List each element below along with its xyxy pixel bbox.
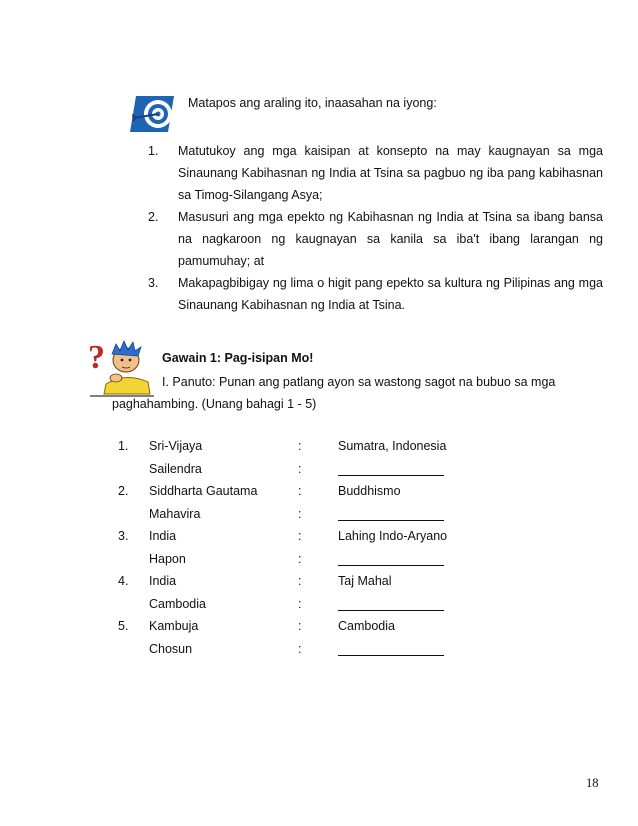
objectives-list	[148, 140, 603, 316]
row-number: 3.	[118, 529, 129, 543]
objective-item	[148, 140, 603, 206]
row-number: 5.	[118, 619, 129, 633]
objective-item	[148, 272, 603, 316]
row-colon: :	[298, 551, 302, 566]
row-number: 2.	[118, 484, 129, 498]
row-term: Chosun	[149, 641, 193, 656]
row-answer: Lahing Indo-Aryano	[338, 529, 448, 543]
row-colon: :	[298, 506, 302, 521]
objective-number: 2.	[148, 210, 159, 224]
row-number: 1.	[118, 439, 129, 453]
comparison-table	[112, 439, 592, 664]
row-term: Mahavira	[149, 506, 201, 521]
objective-item	[148, 206, 603, 272]
row-colon: :	[298, 574, 302, 588]
row-term: Cambodia	[149, 596, 206, 611]
row-colon: :	[298, 619, 302, 633]
target-arrow-icon	[130, 92, 182, 136]
activity-instruction	[112, 371, 602, 415]
table-row	[112, 507, 592, 530]
row-answer: Buddhismo	[338, 484, 401, 498]
table-row	[112, 642, 592, 665]
answer-blank[interactable]	[338, 552, 444, 569]
row-term: Hapon	[149, 551, 186, 566]
row-answer: Cambodia	[338, 619, 395, 633]
row-answer: Taj Mahal	[338, 574, 392, 588]
page-number: 18	[586, 776, 599, 790]
instruction-line: I. Panuto: Punan ang patlang ayon sa wastong sagot na bubuo sa mga	[162, 375, 556, 389]
table-row	[112, 484, 592, 507]
objectives-intro: Matapos ang araling ito, inaasahan na iyong:	[188, 96, 437, 110]
row-colon: :	[298, 529, 302, 543]
answer-blank[interactable]	[338, 507, 444, 524]
objective-number: 1.	[148, 144, 159, 158]
row-colon: :	[298, 596, 302, 611]
instruction-line: paghahambing. (Unang bahagi 1 - 5)	[112, 397, 317, 411]
answer-blank[interactable]	[338, 642, 444, 659]
svg-text:?: ?	[88, 339, 105, 376]
row-answer: Sumatra, Indonesia	[338, 439, 447, 453]
row-term: India	[149, 529, 177, 543]
objective-text: Makapagbibigay ng lima o higit pang epekto sa kultura ng Pilipinas ang mga Sinaunang Kabihasnan ng India at Tsina.	[178, 276, 603, 312]
objective-number: 3.	[148, 276, 159, 290]
row-term: Sailendra	[149, 461, 202, 476]
table-row	[112, 552, 592, 575]
table-row	[112, 529, 592, 552]
row-term: India	[149, 574, 177, 588]
table-row	[112, 574, 592, 597]
row-colon: :	[298, 484, 302, 498]
row-term: Kambuja	[149, 619, 199, 633]
row-colon: :	[298, 461, 302, 476]
objective-text: Matutukoy ang mga kaisipan at konsepto na may kaugnayan sa mga Sinaunang Kabihasnan ng India at Tsina sa pagbuo ng iba pang kabihasnan sa Timog-Silangang Asya;	[178, 144, 603, 202]
table-row	[112, 439, 592, 462]
answer-blank[interactable]	[338, 462, 444, 479]
answer-blank[interactable]	[338, 597, 444, 614]
table-row	[112, 619, 592, 642]
table-row	[112, 462, 592, 485]
row-term: Sri-Vijaya	[149, 439, 203, 453]
table-row	[112, 597, 592, 620]
objective-text: Masusuri ang mga epekto ng Kabihasnan ng India at Tsina sa ibang bansa na nagkaroon ng kaugnayan sa kanila sa iba't ibang larangan ng pamumuhay; at	[178, 210, 603, 268]
row-term: Siddharta Gautama	[149, 484, 258, 498]
row-number: 4.	[118, 574, 129, 588]
activity-title: Gawain 1: Pag-isipan Mo!	[162, 351, 314, 365]
row-colon: :	[298, 641, 302, 656]
row-colon: :	[298, 439, 302, 453]
